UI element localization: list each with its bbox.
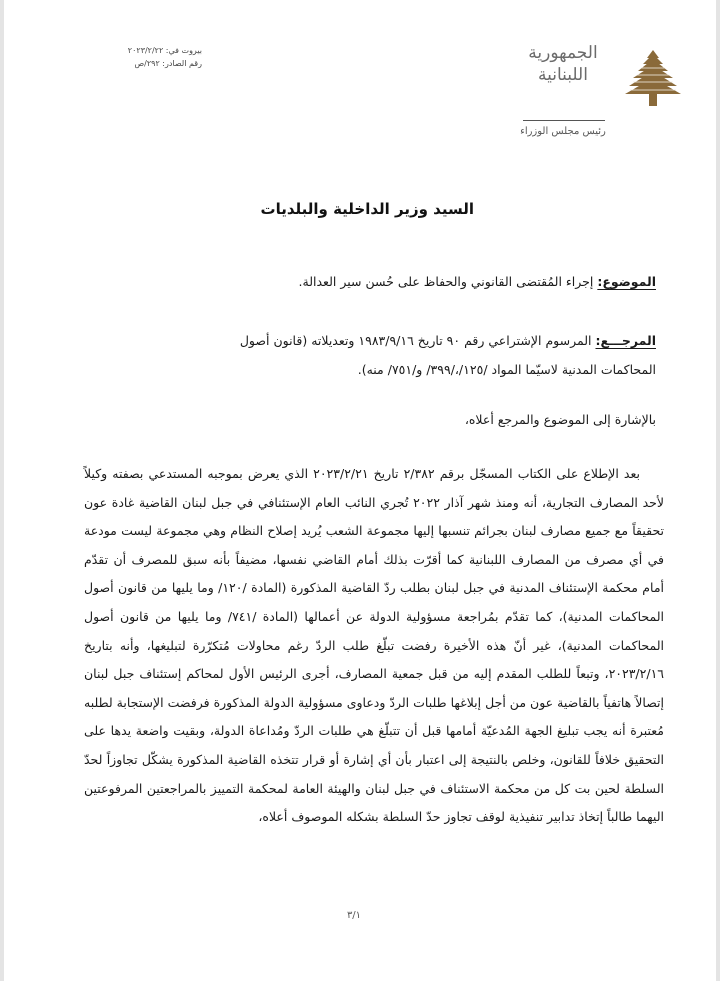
page-number: ٣/١ bbox=[346, 910, 362, 921]
subject-text: إجراء المُقتضى القانوني والحفاظ على حُسن سير العدالة. bbox=[298, 274, 598, 289]
logo-title bbox=[509, 42, 617, 86]
logo-line-2: اللبنانية bbox=[538, 65, 588, 85]
addressee: السيد وزير الداخلية والبلديات bbox=[260, 200, 474, 218]
place-date: بيروت في: ٢٠٢٣/٢/٢٢ bbox=[127, 46, 202, 55]
subject-line bbox=[196, 272, 656, 292]
logo-line-1: الجمهورية bbox=[528, 43, 598, 63]
issue-number: رقم الصادر: ٢٩٢/ص bbox=[134, 59, 202, 68]
letterhead-logo bbox=[509, 38, 689, 148]
greeting: بالإشارة إلى الموضوع والمرجع أعلاه، bbox=[464, 412, 656, 427]
reference-line-1: المرسوم الإشتراعي رقم ٩٠ تاريخ ١٩٨٣/٩/١٦ وتعديلاته (قانون أصول bbox=[239, 333, 596, 348]
reference-line-2: المحاكمات المدنية لاسيّما المواد /١٢٥/،/٣٩٩/ و/٧٥١/ منه). bbox=[357, 362, 656, 377]
logo-divider bbox=[523, 120, 605, 121]
cedar-tree-icon bbox=[621, 46, 685, 110]
subject-label: الموضوع: bbox=[597, 274, 656, 289]
reference-label: المرجـــع: bbox=[595, 333, 656, 348]
body-paragraph: بعد الإطلاع على الكتاب المسجّل برقم ٢/٣٨٢ تاريخ ٢٠٢٣/٢/٢١ الذي يعرض بموجبه المستدعي بصفته وكيلاً لأحد المصارف التجارية، أنه ومنذ شهر آذار ٢٠٢٢ تُجري النائب العام الإستئنافي في جبل لبنان القاضية غادة عون تحقيقاً مع جميع مصارف لبنان بجرائم تنسبها إليها مجموعة الشعب يُريد إصلاح النظام وهي مجموعة ليست مودعة في أي مصرف من المصارف اللبنانية كما أقرّت بذلك أمام القاضي نفسها، مضيفاً بأنه سبق للمصرف أن تقدّم أمام محكمة الإستئناف المدنية في جبل لبنان بطلب ردّ القاضية المذكورة (المادة /١٢٠/ وما يليها من قانون أصول المحاكمات المدنية)، كما تقدّم بمُراجعة مسؤولية الدولة عن أعمالها (المادة /٧٤١/ وما يليها من قانون أصول المحاكمات المدنية)، غير أنّ هذه الأخيرة رفضت تبلّغ طلب الردّ رغم محاولات مُتكرّرة لتبليغها، وأنه بتاريخ ٢٠٢٣/٢/١٦، وتبعاً للطلب المقدم إليه من قبل جمعية المصارف، أجرى الرئيس الأول لمحاكم إستئناف جبل لبنان إتصالاً هاتفياً بالقاضية عون من أجل إبلاغها طلبات الردّ ودعاوى مسؤولية الدولة المذكورة فرفضت الإستجابة لطلبه مُعتبرة أنه يجب تبليغ الجهة المُدعيّة أمامها قبل أن تتبلّغ هي طلبات الردّ ومُداعاة الدولة، وبقيت واضعة يدها على التحقيق خلافاً للقانون، وخلص بالنتيجة إلى اعتبار بأن أي إشارة أو قرار تتخذه القاضية المذكورة يشكّل تجاوزاً لحدّ السلطة لحين بت كل من محكمة الاستئناف في جبل لبنان والهيئة العامة لمحكمة التمييز بالمراجعتين المرفوعتين اليهما طالباً إتخاذ تدابير تنفيذية لوقف تجاوز حدّ السلطة بشكله الموصوف أعلاه، bbox=[84, 466, 664, 825]
logo-subtitle: رئيس مجلس الوزراء bbox=[520, 126, 606, 137]
header-meta bbox=[92, 44, 202, 70]
reference-block bbox=[56, 326, 656, 384]
